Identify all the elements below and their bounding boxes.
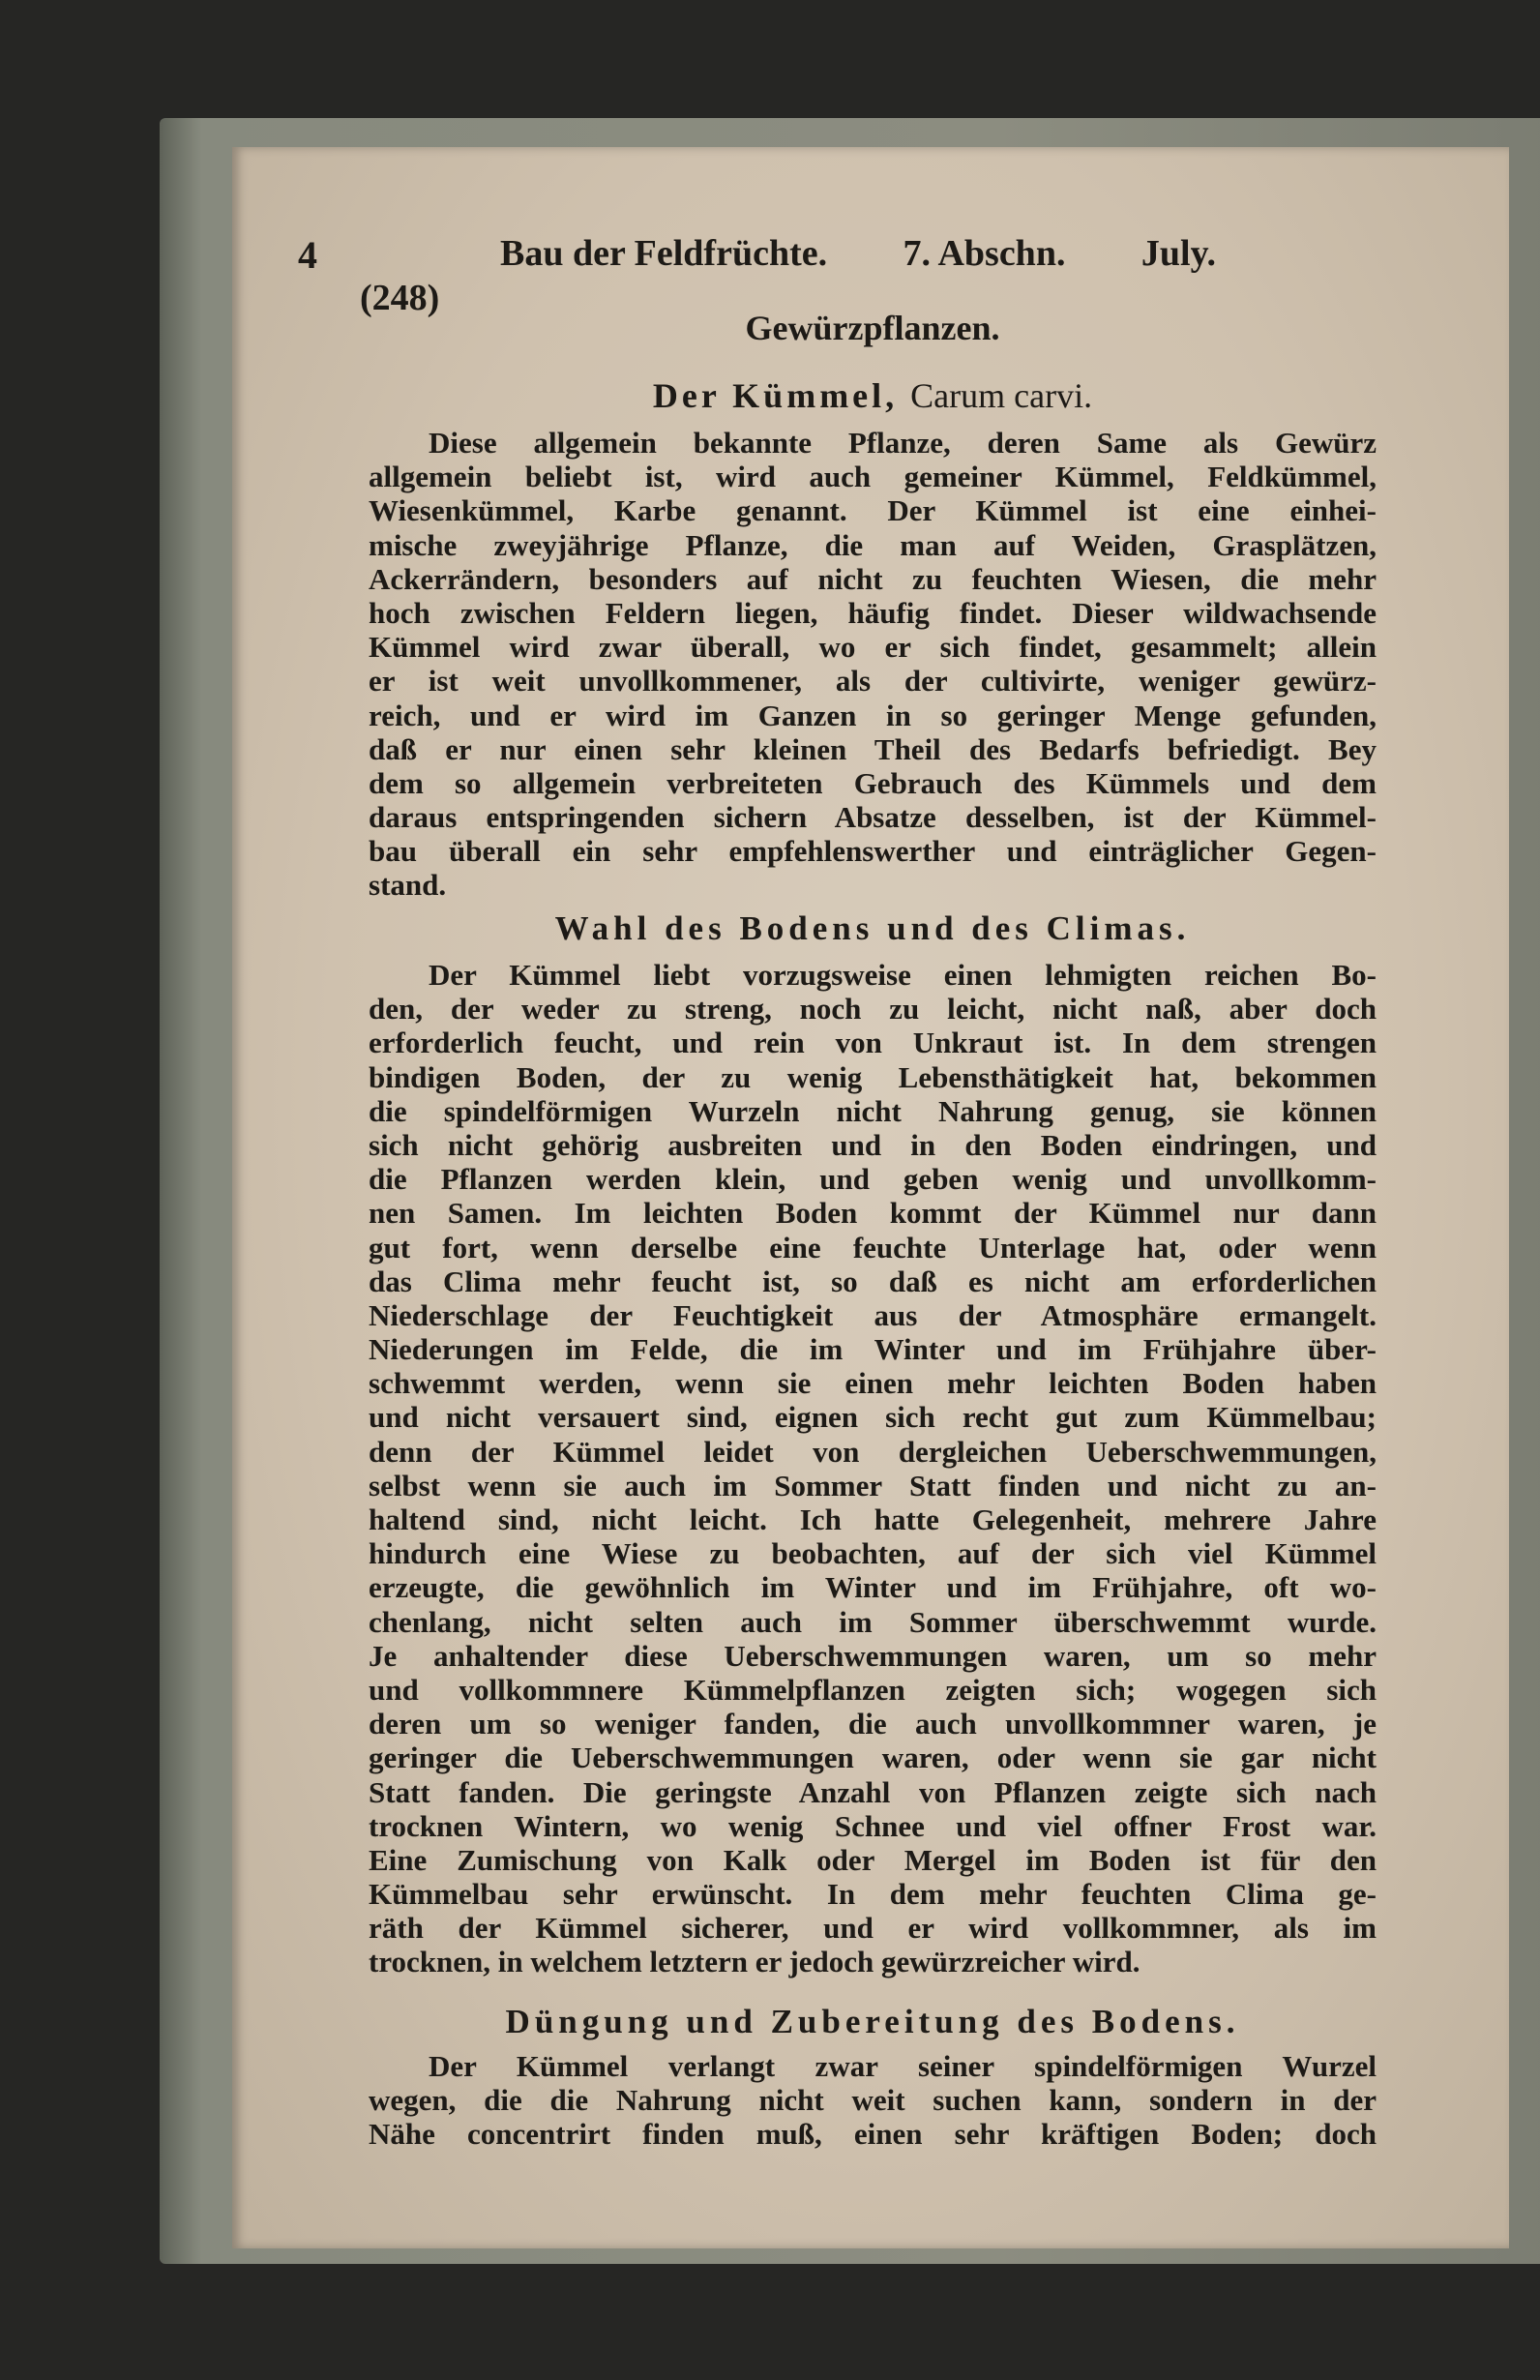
text-line: Kümmelbau sehr erwünscht. In dem mehr feuchten Clima ge-	[369, 1877, 1377, 1912]
text-line: die Pflanzen werden klein, und geben wenig und unvollkomm-	[369, 1162, 1377, 1197]
text-line: Niederschlage der Feuchtigkeit aus der Atmosphäre ermangelt.	[369, 1297, 1377, 1332]
original-page-number: (248)	[360, 278, 440, 318]
section-heading-soil-climate: Wahl des Bodens und des Climas.	[554, 909, 1191, 947]
subtitle	[369, 375, 1377, 416]
text-line: Eine Zumischung von Kalk oder Mergel im Boden ist für den	[369, 1842, 1377, 1877]
text-line: stand.	[369, 868, 447, 903]
text-line: gut fort, wenn derselbe eine feuchte Unterlage hat, oder wenn	[369, 1230, 1377, 1264]
text-line: geringer die Ueberschwemmungen waren, oder wenn sie gar nicht	[369, 1740, 1377, 1775]
text-line: den, der weder zu streng, noch zu leicht, nicht naß, aber doch	[369, 992, 1377, 1026]
text-line: denn der Kümmel leidet von dergleichen Ueberschwemmungen,	[369, 1434, 1377, 1469]
text-line: Ackerrändern, besonders auf nicht zu feuchten Wiesen, die mehr	[369, 561, 1377, 596]
text-line: die spindelförmigen Wurzeln nicht Nahrung genug, sie können	[369, 1093, 1377, 1128]
text-line: das Clima mehr feucht ist, so daß es nicht am erforderlichen	[369, 1264, 1377, 1298]
text-line: nen Samen. Im leichten Boden kommt der Kümmel nur dann	[369, 1196, 1377, 1231]
subtitle-german: Der Kümmel,	[652, 376, 899, 415]
page-number: 4	[298, 233, 317, 277]
text-line: erforderlich feucht, und rein von Unkraut ist. In dem strengen	[369, 1026, 1377, 1060]
running-title: Bau der Feldfrüchte.	[500, 233, 828, 274]
text-line: Der Kümmel verlangt zwar seiner spindelförmigen Wurzel	[429, 2049, 1377, 2083]
text-line: allgemein beliebt ist, wird auch gemeiner Kümmel, Feldkümmel,	[369, 460, 1377, 494]
text-line: hoch zwischen Feldern liegen, häufig findet. Dieser wildwachsende	[369, 595, 1377, 630]
text-line: erzeugte, die gewöhnlich im Winter und im Frühjahre, oft wo-	[369, 1570, 1377, 1605]
text-line: chenlang, nicht selten auch im Sommer überschwemmt wurde.	[369, 1604, 1377, 1639]
text-line: daraus entspringenden sichern Absatze desselben, ist der Kümmel-	[369, 800, 1377, 835]
text-line: Nähe concentrirt finden muß, einen sehr kräftigen Boden; doch	[369, 2117, 1377, 2152]
chapter-title: Gewürzpflanzen.	[745, 309, 1000, 347]
text-line: trocknen, in welchem letztern er jedoch gewürzreicher wird.	[369, 1945, 1140, 1979]
text-line: bindigen Boden, der zu wenig Lebensthätigkeit hat, bekommen	[369, 1059, 1377, 1094]
text-line: er ist weit unvollkommener, als der cultivirte, weniger gewürz-	[369, 664, 1377, 699]
text-line: Der Kümmel liebt vorzugsweise einen lehmigten reichen Bo-	[429, 958, 1377, 992]
text-line: wegen, die die Nahrung nicht weit suchen kann, sondern in der	[369, 2083, 1377, 2118]
text-line: haltend sind, nicht leicht. Ich hatte Gelegenheit, mehrere Jahre	[369, 1502, 1377, 1536]
subtitle-latin: Carum carvi.	[910, 376, 1093, 415]
text-line: daß er nur einen sehr kleinen Theil des Bedarfs befriedigt. Bey	[369, 731, 1377, 766]
text-line: Wiesenkümmel, Karbe genannt. Der Kümmel ist eine einhei-	[369, 493, 1377, 528]
text-line: und vollkommnere Kümmelpflanzen zeigten sich; wogegen sich	[369, 1672, 1377, 1707]
text-line: Je anhaltender diese Ueberschwemmungen waren, um so mehr	[369, 1638, 1377, 1673]
running-month: July.	[1140, 233, 1216, 274]
text-line: selbst wenn sie auch im Sommer Statt finden und nicht zu an-	[369, 1468, 1377, 1502]
text-line: hindurch eine Wiese zu beobachten, auf der sich viel Kümmel	[369, 1536, 1377, 1571]
text-line: deren um so weniger fanden, die auch unvollkommner waren, je	[369, 1707, 1377, 1741]
text-line: Kümmel wird zwar überall, wo er sich findet, gesammelt; allein	[369, 630, 1377, 665]
running-header	[500, 232, 1216, 275]
text-line: Diese allgemein bekannte Pflanze, deren Same als Gewürz	[429, 426, 1377, 460]
text-line: trocknen Wintern, wo wenig Schnee und viel offner Frost war.	[369, 1808, 1377, 1843]
text-line: Statt fanden. Die geringste Anzahl von Pflanzen zeigte sich nach	[369, 1774, 1377, 1809]
text-line: schwemmt werden, wenn sie einen mehr leichten Boden haben	[369, 1366, 1377, 1401]
text-line: Niederungen im Felde, die im Winter und im Frühjahre über-	[369, 1332, 1377, 1367]
text-line: dem so allgemein verbreiteten Gebrauch des Kümmels und dem	[369, 765, 1377, 800]
paragraph-fertilizing	[369, 2049, 1377, 2152]
text-line: räth der Kümmel sicherer, und er wird vollkommner, als im	[369, 1911, 1377, 1946]
running-chapter: 7. Abschn.	[903, 233, 1066, 274]
text-line: sich nicht gehörig ausbreiten und in den Boden eindringen, und	[369, 1127, 1377, 1162]
text-line: und nicht versauert sind, eignen sich recht gut zum Kümmelbau;	[369, 1400, 1377, 1435]
text-line: reich, und er wird im Ganzen in so geringer Menge gefunden,	[369, 698, 1377, 732]
text-line: bau überall ein sehr empfehlenswerther und einträglicher Gegen-	[369, 834, 1377, 869]
section-heading-fertilizing: Düngung und Zubereitung des Bodens.	[505, 2003, 1240, 2040]
paragraph-soil-climate	[369, 958, 1377, 1979]
paragraph-intro	[369, 426, 1377, 903]
text-line: mische zweyjährige Pflanze, die man auf Weiden, Grasplätzen,	[369, 527, 1377, 562]
